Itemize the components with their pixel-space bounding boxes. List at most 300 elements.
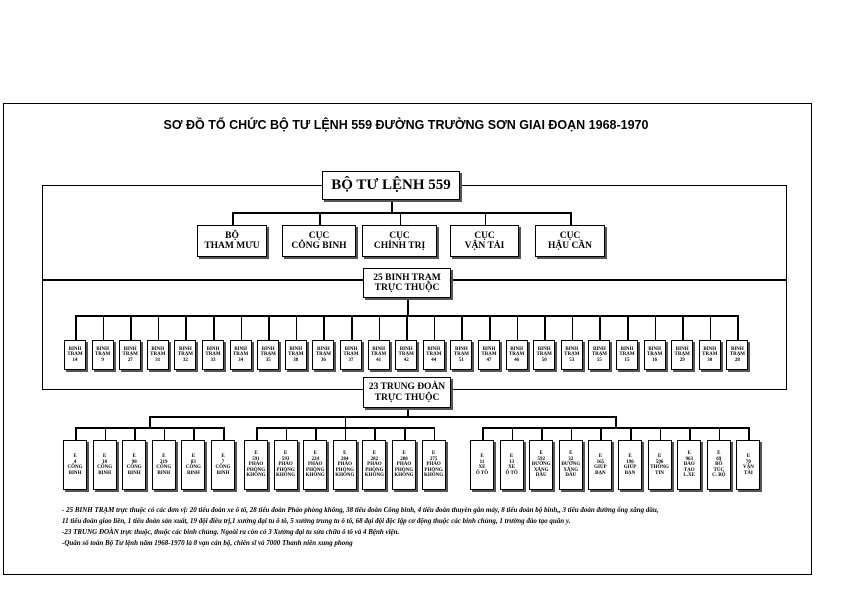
root-box [322, 171, 460, 200]
connector-line [345, 427, 347, 440]
binh-tram-box-text: 14 [72, 357, 78, 363]
binh-tram-box-text: BINH [123, 346, 137, 352]
binh-tram-box-text: TRẠM [150, 352, 166, 358]
regiment-box [422, 440, 446, 490]
connector-line [268, 315, 270, 340]
binh-tram-box-text: 36 [320, 357, 326, 363]
regiment-box-text: E [539, 451, 543, 457]
regiment-box-text: TÚC [713, 467, 725, 473]
regiment-box-text: KHÔNG [394, 473, 414, 479]
regiment-box-text: 219 [160, 459, 168, 465]
connector-line [75, 427, 223, 429]
regiment-box [122, 440, 146, 490]
binh-tram-box-text: 35 [265, 357, 271, 363]
binh-tram-box-text: 38 [293, 357, 299, 363]
regiment-box-text: BINH [216, 470, 230, 476]
regiment-box-text: E [191, 454, 196, 459]
binh-tram-box [616, 340, 638, 370]
connector-line [379, 315, 381, 340]
binh-tram-box [119, 340, 141, 370]
binh-tram-box-text: BINH [289, 346, 303, 352]
regiment-box [181, 440, 205, 490]
regiment-box-text: ĐƯỜNG [531, 462, 551, 468]
connector-line [655, 315, 657, 340]
regiment-box-text: E [628, 454, 632, 459]
regiment-box-text: KHÔNG [424, 473, 444, 479]
connector-line [710, 315, 712, 340]
regiment-box-text: Ô TÔ [475, 470, 489, 476]
binh-tram-box [395, 340, 417, 370]
regiment-box-text: TIN [655, 470, 665, 476]
regiment-box-text: 10 [102, 459, 108, 465]
regiment-box-text: DẦU [535, 473, 547, 479]
regiment-box-text: KHÔNG [276, 473, 296, 479]
binh-tram-box-text: TRẠM [619, 352, 635, 358]
regiment-box-text: PHÁO [367, 462, 382, 468]
regiment-box-text: PHÒNG [246, 467, 266, 473]
regiment-box [303, 440, 327, 490]
connector-line [315, 427, 317, 440]
connector-line [485, 212, 487, 225]
regiment-box-text: CÔNG [126, 465, 142, 470]
regiment-box-text: 196 [626, 459, 634, 465]
connector-line [158, 315, 160, 340]
connector-line [627, 315, 629, 340]
binh-tram-box-text: BINH [565, 346, 579, 352]
regiment-box-text: PHÒNG [306, 467, 325, 473]
regiment-box-text: 70 [745, 459, 751, 465]
department-box [535, 225, 605, 257]
connector-line [570, 212, 572, 225]
binh-tram-box-text: TRẠM [481, 352, 497, 358]
regiment-box-text: Ô TÔ [505, 470, 518, 476]
binh-tram-group-line1: 25 BINH TRẠM [373, 272, 441, 283]
regiment-box-text: E [402, 451, 406, 457]
regiment-box-text: C. BỘ [712, 473, 726, 479]
regiment-box-text: 165 [596, 459, 605, 465]
regiment-box [392, 440, 416, 490]
connector-line [213, 315, 215, 340]
binh-tram-box-text: TRẠM [370, 352, 387, 358]
regiment-box-text: PHÁO [426, 462, 441, 468]
chart-title: SƠ ĐỒ TỔ CHỨC BỘ TƯ LỆNH 559 ĐƯỜNG TRƯỜNG SƠN GIAI ĐOẠN 1968-1970 [163, 118, 649, 132]
binh-tram-box-text: 30 [707, 357, 713, 363]
regiment-box-text: PHÁO [278, 462, 293, 468]
binh-tram-box [202, 340, 224, 370]
connector-line [572, 315, 574, 340]
binh-tram-box-text: BINH [68, 346, 82, 352]
regiment-box-text: E [254, 451, 258, 457]
regiment-box-text: KHÔNG [246, 473, 266, 479]
regiment-box-text: KHÔNG [335, 473, 355, 479]
regiment-box-text: XĂNG [533, 467, 549, 473]
connector-line [512, 427, 514, 440]
regiment-box-text: E [102, 454, 107, 459]
root-label: BỘ TƯ LỆNH 559 [331, 177, 451, 194]
regiment-box-text: 224 [311, 456, 319, 462]
regiment-box-text: TẠO [683, 467, 695, 473]
binh-tram-box-text: BINH [399, 346, 413, 352]
binh-tram-box-text: BINH [96, 346, 109, 352]
footnotes [62, 505, 802, 549]
regiment-box-text: CÔNG [67, 465, 83, 470]
connector-line [407, 408, 409, 416]
regiment-box-text: XE [508, 465, 516, 470]
regiment-box-text: 11 [479, 459, 485, 465]
binh-tram-box-text: 41 [376, 357, 382, 363]
binh-tram-box-text: 27 [127, 357, 133, 363]
binh-tram-box [257, 340, 279, 370]
binh-tram-box [533, 340, 555, 370]
binh-tram-box-text: TRẠM [177, 352, 194, 358]
connector-line [434, 315, 436, 340]
connector-line [75, 315, 77, 340]
regiment-box [707, 440, 731, 490]
binh-tram-box [92, 340, 114, 370]
binh-tram-box [368, 340, 390, 370]
binh-tram-box-text: BINH [234, 346, 247, 352]
connector-line [541, 427, 543, 440]
regiment-box-text: 13 [509, 459, 515, 465]
binh-tram-box-text: 53 [569, 357, 575, 363]
regiment-box-text: 4 [73, 459, 77, 465]
connector-line [391, 200, 393, 212]
connector-line [517, 315, 519, 340]
department-box-text: CỤC [389, 230, 410, 241]
connector-line [407, 298, 409, 315]
binh-tram-box-text: BINH [317, 346, 330, 352]
regiment-box-text: 593 [281, 456, 290, 462]
connector-line [615, 416, 617, 427]
regiment-box-text: PHÁO [396, 462, 412, 468]
binh-tram-box-text: 33 [210, 357, 216, 363]
binh-tram-box-text: TRẠM [702, 352, 718, 358]
binh-tram-box-text: BINH [427, 346, 441, 352]
connector-line [164, 427, 166, 440]
binh-tram-box-text: TRẠM [426, 352, 442, 358]
binh-tram-box-text: BINH [593, 346, 606, 352]
regiment-box-text: E [221, 454, 225, 459]
regiment-box-text: BINH [187, 470, 200, 476]
connector-line [149, 416, 151, 427]
regiment-box [63, 440, 87, 490]
regiment-box-text: 7 [221, 459, 225, 465]
regiment-box-text: 275 [429, 456, 438, 462]
binh-tram-box [450, 340, 472, 370]
regiment-box-text: E [162, 454, 166, 459]
regiment-box-text: PHÁO [337, 462, 353, 468]
note-line: -Quân số toàn Bộ Tư lệnh năm 1968-1970 là 8 vạn cán bộ, chiến sĩ và 7000 Thanh niên xung phong [62, 539, 353, 547]
department-box [282, 225, 356, 257]
binh-tram-box-text: TRẠM [508, 352, 525, 358]
binh-tram-box-text: BINH [620, 346, 634, 352]
connector-line [630, 427, 632, 440]
binh-tram-box [561, 340, 583, 370]
binh-tram-box-text: TRẠM [315, 352, 332, 358]
binh-tram-box-text: 46 [514, 357, 520, 363]
regiment-box-text: E [598, 454, 603, 459]
connector-line [223, 427, 225, 440]
regiment-box-text: PHÒNG [365, 467, 384, 473]
connector-line [404, 427, 406, 440]
connector-line [682, 315, 684, 340]
regiment-box-text: BẠN [624, 470, 636, 476]
regiment-box-text: KHÔNG [305, 473, 325, 479]
binh-tram-box-text: 32 [182, 357, 188, 363]
binh-tram-box-text: BINH [179, 346, 192, 352]
regiment-box [244, 440, 268, 490]
binh-tram-box [478, 340, 500, 370]
regiment-box-text: 282 [370, 456, 379, 462]
department-box-text: CÔNG BINH [291, 241, 347, 251]
binh-tram-box-text: TRẠM [453, 352, 470, 358]
connector-line [737, 315, 739, 340]
connector-line [296, 315, 298, 340]
note-line: 11 tiểu đoàn giao liên, 1 tiểu đoàn sản xuất, 19 đội điều trị,1 xưởng đại tu ô tô, 5 xưởng trung tu ô tô, 68 đại đội độc lập cơ động thuộc các binh chủng, 1 trường đào tạo quân y. [62, 517, 571, 525]
regiment-box-text: E [480, 454, 484, 459]
regiment-box [470, 440, 494, 490]
binh-tram-box-text: 9 [101, 357, 104, 363]
connector-line [185, 315, 187, 340]
connector-line [149, 416, 615, 418]
regiment-box-text: 98 [131, 459, 137, 465]
connector-line [600, 427, 602, 440]
regiment-box-text: E [343, 451, 347, 457]
regiment-box-text: 32 [568, 456, 574, 462]
connector-line [482, 427, 748, 429]
regiment-box-text: ĐƯỜNG [561, 462, 581, 468]
binh-tram-box-text: BINH [510, 346, 523, 352]
regiment-box-text: E [509, 454, 514, 459]
regiment-box-text: VẬN [742, 465, 754, 470]
binh-tram-box-text: TRẠM [646, 352, 663, 358]
binh-tram-box-text: TRẠM [288, 352, 304, 358]
regiment-box-text: 596 [655, 459, 664, 465]
connector-line [323, 315, 325, 340]
regiment-box-text: BINH [157, 470, 171, 476]
binh-tram-box [64, 340, 86, 370]
connector-line [130, 315, 132, 340]
binh-tram-box-text: BINH [482, 346, 496, 352]
regiment-box [362, 440, 386, 490]
regiment-box-text: 963 [685, 456, 693, 462]
binh-tram-box [644, 340, 666, 370]
binh-tram-box [174, 340, 196, 370]
connector-line [103, 315, 105, 340]
regiment-box [736, 440, 760, 490]
connector-line [105, 427, 107, 440]
binh-tram-box-text: BINH [151, 346, 165, 352]
connector-line [599, 315, 601, 340]
regiment-box [500, 440, 524, 490]
binh-tram-box [588, 340, 610, 370]
regiment-box [93, 440, 117, 490]
regiment-box-text: GIÚP [623, 465, 637, 470]
connector-line [256, 427, 434, 429]
department-box [362, 225, 437, 257]
binh-tram-box-text: BINH [731, 346, 744, 352]
regiment-box-text: E [431, 451, 436, 457]
binh-tram-box-text: 16 [652, 357, 658, 363]
regiment-box [211, 440, 235, 490]
binh-tram-box-text: BINH [344, 346, 358, 352]
department-box-text: CỤC [474, 230, 495, 241]
binh-tram-box-text: TRẠM [205, 352, 221, 358]
regiment-box-text: E [283, 451, 288, 457]
connector-line [434, 427, 436, 440]
department-box [197, 225, 267, 257]
binh-tram-box-text: BINH [261, 346, 275, 352]
regiment-box-text: E [746, 454, 751, 459]
binh-tram-box [230, 340, 252, 370]
regiment-box-text: E [717, 451, 721, 457]
regiment-box-text: 591 [252, 456, 260, 462]
binh-tram-box-text: 34 [238, 357, 244, 363]
binh-tram-box-text: 55 [596, 357, 602, 363]
binh-tram-box-text: 44 [431, 357, 437, 363]
connector-line [286, 427, 288, 440]
regiment-box [677, 440, 701, 490]
regiment-box-text: PHÁO [248, 462, 264, 468]
regiment-box [333, 440, 357, 490]
regiment-box-text: BINH [98, 470, 111, 476]
department-box-text: THAM MƯU [204, 241, 260, 251]
regiment-box-text: CÔNG [97, 465, 113, 470]
binh-tram-box-text: TRẠM [232, 352, 249, 358]
binh-tram-box [699, 340, 721, 370]
connector-line [571, 427, 573, 440]
binh-tram-box-text: TRẠM [343, 352, 359, 358]
binh-tram-group-box [363, 268, 451, 298]
connector-line [374, 427, 376, 440]
regiment-box-text: E [569, 451, 573, 457]
regiment-box-text: 69 [716, 456, 722, 462]
connector-line [193, 427, 195, 440]
binh-tram-box [671, 340, 693, 370]
connector-line [75, 427, 77, 440]
binh-tram-box-text: 51 [458, 357, 464, 363]
binh-tram-box [506, 340, 528, 370]
regiment-box [559, 440, 583, 490]
regiment-box-text: BẠN [595, 470, 606, 476]
regiment-box-text: PHÒNG [424, 467, 443, 473]
connector-line [482, 427, 484, 440]
binh-tram-box-text: 37 [348, 357, 354, 363]
regiment-box-text: E [372, 451, 377, 457]
regiment-box [529, 440, 553, 490]
binh-tram-box-text: TRẠM [536, 352, 552, 358]
regiment-box-text: CÔNG [215, 465, 231, 470]
department-box-text: CỤC [308, 230, 330, 241]
regiment-box-text: E [132, 454, 136, 459]
regiment-box-text: E [657, 454, 662, 459]
regiment-box-text: 280 [400, 456, 408, 462]
department-box-text: VẬN TẢI [464, 241, 505, 251]
department-box-text: HẬU CẦN [547, 241, 593, 251]
connector-line [489, 315, 491, 340]
binh-tram-box-text: BINH [455, 346, 468, 352]
binh-tram-box-text: BINH [675, 346, 689, 352]
regiment-box-text: PHÒNG [276, 467, 295, 473]
binh-tram-box-text: BINH [206, 346, 220, 352]
department-box-text: BỘ [225, 230, 239, 241]
connector-line [544, 315, 546, 340]
binh-tram-box [312, 340, 334, 370]
regiment-box-text: E [313, 451, 317, 457]
binh-tram-box [726, 340, 748, 370]
regiment-box-text: 592 [537, 456, 545, 462]
trung-doan-group-line1: 23 TRUNG ĐOÀN [368, 382, 446, 393]
connector-line [748, 427, 750, 440]
binh-tram-box [423, 340, 445, 370]
regiment-box-text: GIÚP [594, 465, 607, 470]
connector-line [719, 427, 721, 440]
regiment-box-text: TẢI [743, 470, 753, 476]
connector-line [345, 416, 347, 427]
trung-doan-group-box [363, 377, 451, 408]
connector-line [351, 315, 353, 340]
regiment-box [274, 440, 298, 490]
regiment-box-text: PHÒNG [335, 467, 354, 473]
binh-tram-box-text: TRẠM [94, 352, 111, 358]
regiment-box-text: CÔNG [185, 465, 201, 470]
binh-tram-box-text: BINH [537, 346, 551, 352]
connector-line [134, 427, 136, 440]
binh-tram-box-text: TRẠM [674, 352, 690, 358]
regiment-box-text: BINH [68, 470, 82, 476]
regiment-box-text: DẦU [565, 473, 577, 479]
connector-line [232, 212, 572, 214]
connector-line [406, 315, 408, 340]
department-box-text: CHÍNH TRỊ [373, 241, 426, 251]
connector-line [689, 427, 691, 440]
regiment-box-text: ĐÀO [683, 462, 695, 468]
binh-tram-box-text: 28 [734, 357, 740, 363]
binh-tram-box-text: TRẠM [564, 352, 580, 358]
department-box-text: CỤC [559, 230, 581, 241]
regiment-box-text: E [73, 454, 77, 459]
regiment-box-text: BINH [127, 470, 141, 476]
regiment-box-text: XE [478, 465, 486, 470]
binh-tram-box-text: TRẠM [260, 352, 276, 358]
binh-tram-box [147, 340, 169, 370]
regiment-box-text: 284 [341, 456, 349, 462]
regiment-box-text: 83 [190, 459, 196, 465]
binh-tram-box-text: 50 [541, 357, 547, 363]
binh-tram-box-text: BINH [703, 346, 717, 352]
binh-tram-box [340, 340, 362, 370]
binh-tram-box-text: TRẠM [591, 352, 608, 358]
connector-line [319, 212, 321, 225]
regiment-box-text: CÔNG [156, 465, 172, 470]
regiment-box [152, 440, 176, 490]
binh-tram-box-text: TRẠM [122, 352, 138, 358]
binh-tram-box-text: 29 [679, 357, 685, 363]
regiment-box-text: PHÒNG [394, 467, 414, 473]
binh-tram-box-text: 15 [624, 357, 630, 363]
regiment-box-text: XĂNG [563, 467, 579, 473]
binh-tram-box-text: 31 [155, 357, 161, 363]
note-line: -23 TRUNG ĐOÀN trực thuộc, thuộc các binh chủng. Ngoài ra còn có 3 Xưởng đại tu sửa chữa ô tô và 4 Bệnh viện. [62, 528, 400, 536]
connector-line [256, 427, 258, 440]
binh-tram-box-text: BINH [372, 346, 385, 352]
regiment-box-text: BỔ [715, 462, 723, 468]
connector-line [232, 212, 234, 225]
binh-tram-box-text: BINH [648, 346, 661, 352]
regiment-box-text: KHÔNG [364, 473, 384, 479]
department-box [450, 225, 519, 257]
regiment-box [618, 440, 642, 490]
